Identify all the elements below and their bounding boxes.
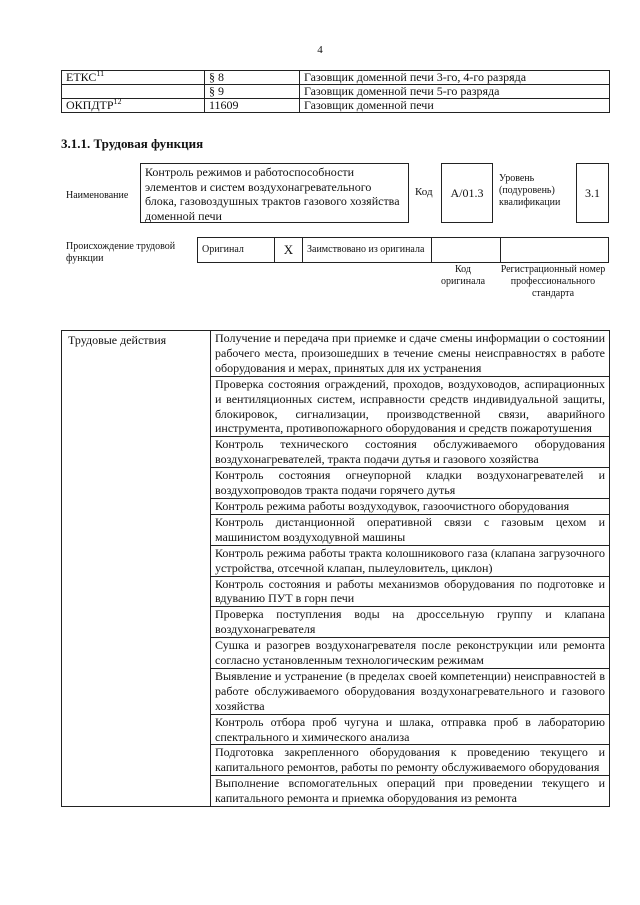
labor-action-item: Контроль технического состояния обслуживаемого оборудования воздухонагревателей, тракта подачи дутья и газового хозяйства xyxy=(211,437,610,468)
reference-table xyxy=(61,70,610,113)
origin-table xyxy=(197,237,609,263)
table-row xyxy=(62,99,610,113)
labor-action-item: Контроль режима работы тракта колошникового газа (клапана загрузочного устройства, отсечной клапан, пылеуловитель, циклон) xyxy=(211,545,610,576)
section-cell: § 9 xyxy=(205,85,300,99)
labor-actions-header: Трудовые действия xyxy=(62,331,211,807)
section-cell: § 8 xyxy=(205,71,300,85)
origin-label: Происхождение трудовой функции xyxy=(66,241,176,264)
occupation-cell: Газовщик доменной печи xyxy=(300,99,610,113)
classifier-cell: ЕТКС$^{11}$ xyxy=(62,71,205,85)
footnote-ref: 11 xyxy=(96,69,105,78)
name-label: Наименование xyxy=(66,190,129,201)
page-number: 4 xyxy=(317,44,323,56)
table-row xyxy=(198,238,609,263)
borrowed-label: Заимствовано из оригинала xyxy=(303,238,432,263)
labor-action-item: Выполнение вспомогательных операций при проведении текущего и капитального ремонта и приемка оборудования из ремонта xyxy=(211,776,610,807)
labor-action-item: Контроль отбора проб чугуна и шлака, отправка проб в лабораторию спектрального и химического анализа xyxy=(211,714,610,745)
classifier-cell: ОКПДТР$^{12}$ xyxy=(62,99,205,113)
labor-actions-table xyxy=(61,330,610,807)
code-label: Код xyxy=(415,186,433,198)
registration-number-cell xyxy=(501,238,609,263)
classifier-cell xyxy=(62,85,205,99)
occupation-cell: Газовщик доменной печи 5-го разряда xyxy=(300,85,610,99)
labor-actions-body xyxy=(62,331,610,807)
labor-action-item: Получение и передача при приемке и сдаче смены информации о состоянии рабочего места, произошедших в течение смены неисправностях в работе оборудования и мерах, принятых для их устранения xyxy=(211,331,610,377)
original-label: Оригинал xyxy=(198,238,275,263)
function-code: А/01.3 xyxy=(441,163,493,223)
labor-action-item: Контроль дистанционной оперативной связи с газовым цехом и машинистом воздуходувной машины xyxy=(211,514,610,545)
section-cell: 11609 xyxy=(205,99,300,113)
level-label: Уровень (подуровень) квалификации xyxy=(499,173,561,208)
labor-action-item: Контроль режима работы воздуходувок, газоочистного оборудования xyxy=(211,498,610,514)
table-row xyxy=(62,331,610,377)
labor-action-item: Проверка состояния ограждений, проходов, воздуховодов, аспирационных и вентиляционных систем, исправности средств индивидуальной защиты, блокировок, сигнализации, производственной связи, аварийного инструмента, противопожарного оборудования и средств пожаротушения xyxy=(211,376,610,437)
occupation-cell: Газовщик доменной печи 3-го, 4-го разряда xyxy=(300,71,610,85)
original-mark: X xyxy=(275,238,303,263)
labor-action-item: Сушка и разогрев воздухонагревателя после реконструкции или ремонта согласно установленным технологическим режимам xyxy=(211,638,610,669)
labor-action-item: Проверка поступления воды на дроссельную группу и клапана воздухонагревателя xyxy=(211,607,610,638)
table-row xyxy=(62,71,610,85)
labor-action-item: Подготовка закрепленного оборудования к проведению текущего и капитального ремонтов, работы по ремонту обслуживаемого оборудования xyxy=(211,745,610,776)
registration-number-caption: Регистрационный номер профессионального стандарта xyxy=(500,264,606,299)
table-row xyxy=(62,85,610,99)
labor-action-item: Контроль состояния огнеупорной кладки воздухонагревателей и воздухопроводов тракта подачи горячего дутья xyxy=(211,468,610,499)
labor-action-item: Выявление и устранение (в пределах своей компетенции) неисправностей в работе обслуживаемого оборудования воздухонагревательного и газового хозяйства xyxy=(211,668,610,714)
original-code-caption: Код оригинала xyxy=(440,264,486,287)
function-name: Контроль режимов и работоспособности элементов и систем воздухонагревательного блока, газовоздушных трактов газового хозяйства доменной печи xyxy=(140,163,409,223)
original-code-cell xyxy=(432,238,501,263)
labor-action-item: Контроль состояния и работы механизмов оборудования по подготовке и вдуванию ПУТ в горн печи xyxy=(211,576,610,607)
qualification-level: 3.1 xyxy=(576,163,609,223)
section-title: 3.1.1. Трудовая функция xyxy=(61,136,204,151)
footnote-ref: 12 xyxy=(113,97,122,106)
